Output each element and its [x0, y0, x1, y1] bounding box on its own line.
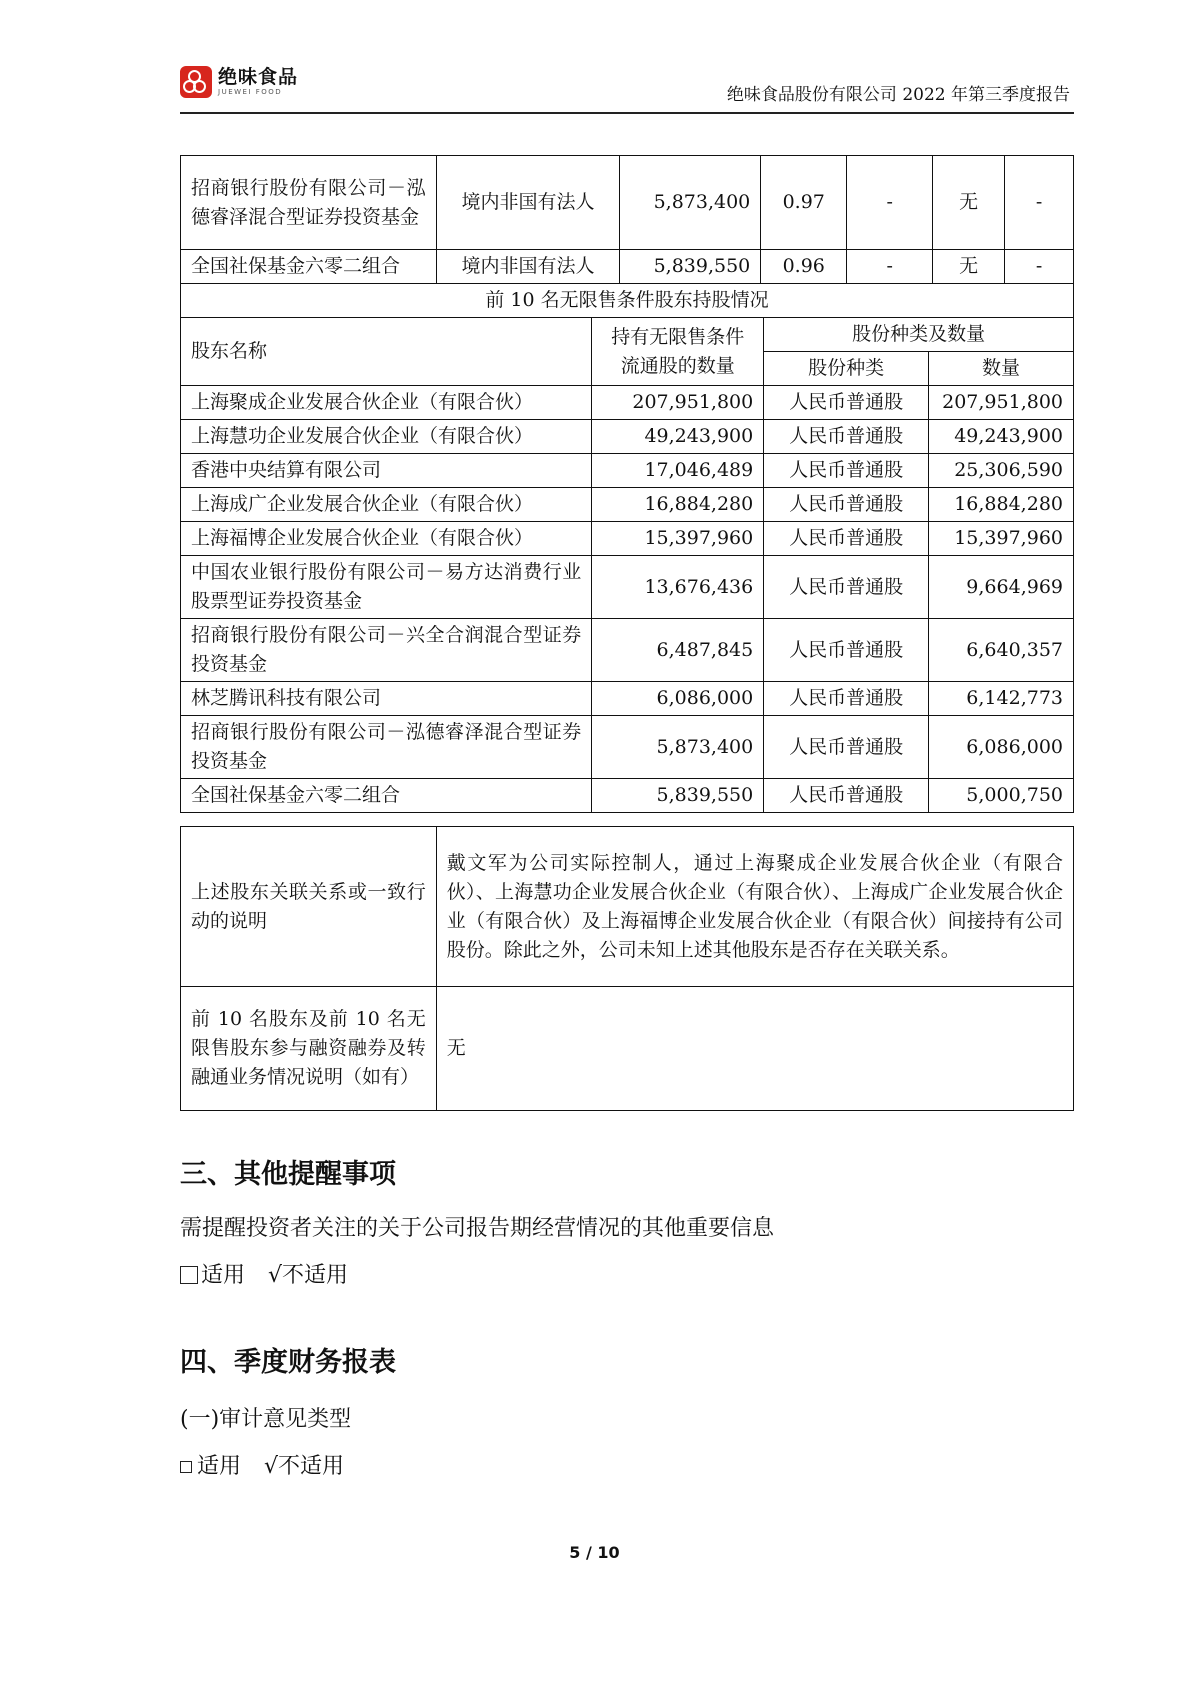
holder-name: 上海聚成企业发展合伙企业（有限合伙） — [181, 386, 592, 420]
share-type: 人民币普通股 — [764, 522, 929, 556]
holder-qty: 6,487,845 — [592, 619, 764, 682]
logo-text-en: JUEWEI FOOD — [218, 88, 283, 96]
table-row — [181, 716, 1074, 779]
logo-icon — [180, 66, 212, 98]
table-row — [181, 556, 1074, 619]
table-row — [181, 420, 1074, 454]
notes-table — [180, 826, 1074, 1111]
company-logo — [180, 66, 298, 98]
table-row — [181, 987, 1074, 1111]
section-3-options — [180, 1258, 348, 1289]
share-amount: 6,640,357 — [928, 619, 1073, 682]
table-row — [181, 386, 1074, 420]
share-type: 人民币普通股 — [764, 619, 929, 682]
table-row — [181, 522, 1074, 556]
section-heading-3: 三、其他提醒事项 — [180, 1159, 396, 1190]
col-header-type: 股份种类 — [764, 352, 929, 386]
share-type: 人民币普通股 — [764, 779, 929, 813]
table-row — [181, 682, 1074, 716]
share-amount: 9,664,969 — [928, 556, 1073, 619]
holder-qty: 13,676,436 — [592, 556, 764, 619]
holder-qty: 6,086,000 — [592, 682, 764, 716]
share-amount: 5,000,750 — [928, 779, 1073, 813]
holder-qty: 207,951,800 — [592, 386, 764, 420]
share-type: 人民币普通股 — [764, 488, 929, 522]
page-number: 5 / 10 — [569, 1543, 620, 1562]
section-heading-4: 四、季度财务报表 — [180, 1347, 396, 1378]
share-amount: 207,951,800 — [928, 386, 1073, 420]
table-row — [181, 454, 1074, 488]
shares-held: 5,839,550 — [620, 250, 761, 284]
share-amount: 16,884,280 — [928, 488, 1073, 522]
restricted-shares: - — [847, 156, 933, 250]
table-row — [181, 250, 1074, 284]
holder-qty: 49,243,900 — [592, 420, 764, 454]
share-amount: 6,142,773 — [928, 682, 1073, 716]
table-row — [181, 488, 1074, 522]
shareholder-nature: 境内非国有法人 — [436, 250, 620, 284]
col-header-type-qty: 股份种类及数量 — [764, 318, 1074, 352]
share-type: 人民币普通股 — [764, 386, 929, 420]
check-icon: √ — [268, 1263, 283, 1288]
option-not-applicable: 不适用 — [282, 1263, 349, 1288]
share-amount: 15,397,960 — [928, 522, 1073, 556]
share-amount: 49,243,900 — [928, 420, 1073, 454]
related-text: 戴文军为公司实际控制人，通过上海聚成企业发展合伙企业（有限合伙）、上海慧功企业发展合伙企业（有限合伙）、上海成广企业发展合伙企业（有限合伙）及上海福博企业发展合伙企业（有限合伙）间接持有公司股份。除此之外，公司未知上述其他股东是否存在关联关系。 — [436, 827, 1073, 987]
shareholder-name: 招商银行股份有限公司－泓德睿泽混合型证券投资基金 — [181, 156, 437, 250]
unrestricted-shareholders-table — [180, 283, 1074, 813]
col-header-amount: 数量 — [928, 352, 1073, 386]
shareholder-name: 全国社保基金六零二组合 — [181, 250, 437, 284]
holder-name: 全国社保基金六零二组合 — [181, 779, 592, 813]
share-ratio: 0.97 — [761, 156, 847, 250]
table-row — [181, 827, 1074, 987]
share-amount: 25,306,590 — [928, 454, 1073, 488]
unchecked-box-icon — [180, 1266, 198, 1284]
holder-name: 招商银行股份有限公司－泓德睿泽混合型证券投资基金 — [181, 716, 592, 779]
shareholder-nature: 境内非国有法人 — [436, 156, 620, 250]
option-not-applicable: 不适用 — [278, 1454, 345, 1479]
holder-name: 上海福博企业发展合伙企业（有限合伙） — [181, 522, 592, 556]
holder-name: 上海成广企业发展合伙企业（有限合伙） — [181, 488, 592, 522]
option-applicable: 适用 — [201, 1263, 246, 1288]
share-amount: 6,086,000 — [928, 716, 1073, 779]
table-row — [181, 156, 1074, 250]
margin-text: 无 — [436, 987, 1073, 1111]
holder-name: 上海慧功企业发展合伙企业（有限合伙） — [181, 420, 592, 454]
unchecked-box-icon — [180, 1461, 192, 1473]
logo-text-cn: 绝味食品 — [218, 66, 299, 88]
share-ratio: 0.96 — [761, 250, 847, 284]
shares-held: 5,873,400 — [620, 156, 761, 250]
related-label: 上述股东关联关系或一致行动的说明 — [181, 827, 437, 987]
col-header-name: 股东名称 — [181, 318, 592, 386]
pledged-amount: - — [1005, 250, 1074, 284]
holder-name: 林芝腾讯科技有限公司 — [181, 682, 592, 716]
report-title: 绝味食品股份有限公司 2022 年第三季度报告 — [726, 85, 1070, 105]
holder-qty: 5,873,400 — [592, 716, 764, 779]
section-4-subheading: (一)审计意见类型 — [180, 1407, 352, 1432]
table-title: 前 10 名无限售条件股东持股情况 — [181, 284, 1074, 318]
section-3-text: 需提醒投资者关注的关于公司报告期经营情况的其他重要信息 — [180, 1216, 775, 1241]
share-type: 人民币普通股 — [764, 682, 929, 716]
option-applicable: 适用 — [197, 1454, 242, 1479]
table-row — [181, 619, 1074, 682]
share-type: 人民币普通股 — [764, 454, 929, 488]
top-shareholders-table — [180, 155, 1074, 284]
holder-name: 香港中央结算有限公司 — [181, 454, 592, 488]
holder-qty: 5,839,550 — [592, 779, 764, 813]
col-header-qty: 持有无限售条件流通股的数量 — [592, 318, 764, 386]
holder-qty: 17,046,489 — [592, 454, 764, 488]
holder-qty: 15,397,960 — [592, 522, 764, 556]
holder-name: 招商银行股份有限公司－兴全合润混合型证券投资基金 — [181, 619, 592, 682]
page-header — [180, 62, 1074, 114]
pledge-status: 无 — [933, 250, 1005, 284]
holder-name: 中国农业银行股份有限公司－易方达消费行业股票型证券投资基金 — [181, 556, 592, 619]
pledged-amount: - — [1005, 156, 1074, 250]
share-type: 人民币普通股 — [764, 716, 929, 779]
pledge-status: 无 — [933, 156, 1005, 250]
section-4-options — [180, 1449, 344, 1480]
restricted-shares: - — [847, 250, 933, 284]
check-icon: √ — [264, 1454, 279, 1479]
margin-label: 前 10 名股东及前 10 名无限售股东参与融资融券及转融通业务情况说明（如有） — [181, 987, 437, 1111]
holder-qty: 16,884,280 — [592, 488, 764, 522]
share-type: 人民币普通股 — [764, 556, 929, 619]
table-row — [181, 779, 1074, 813]
share-type: 人民币普通股 — [764, 420, 929, 454]
